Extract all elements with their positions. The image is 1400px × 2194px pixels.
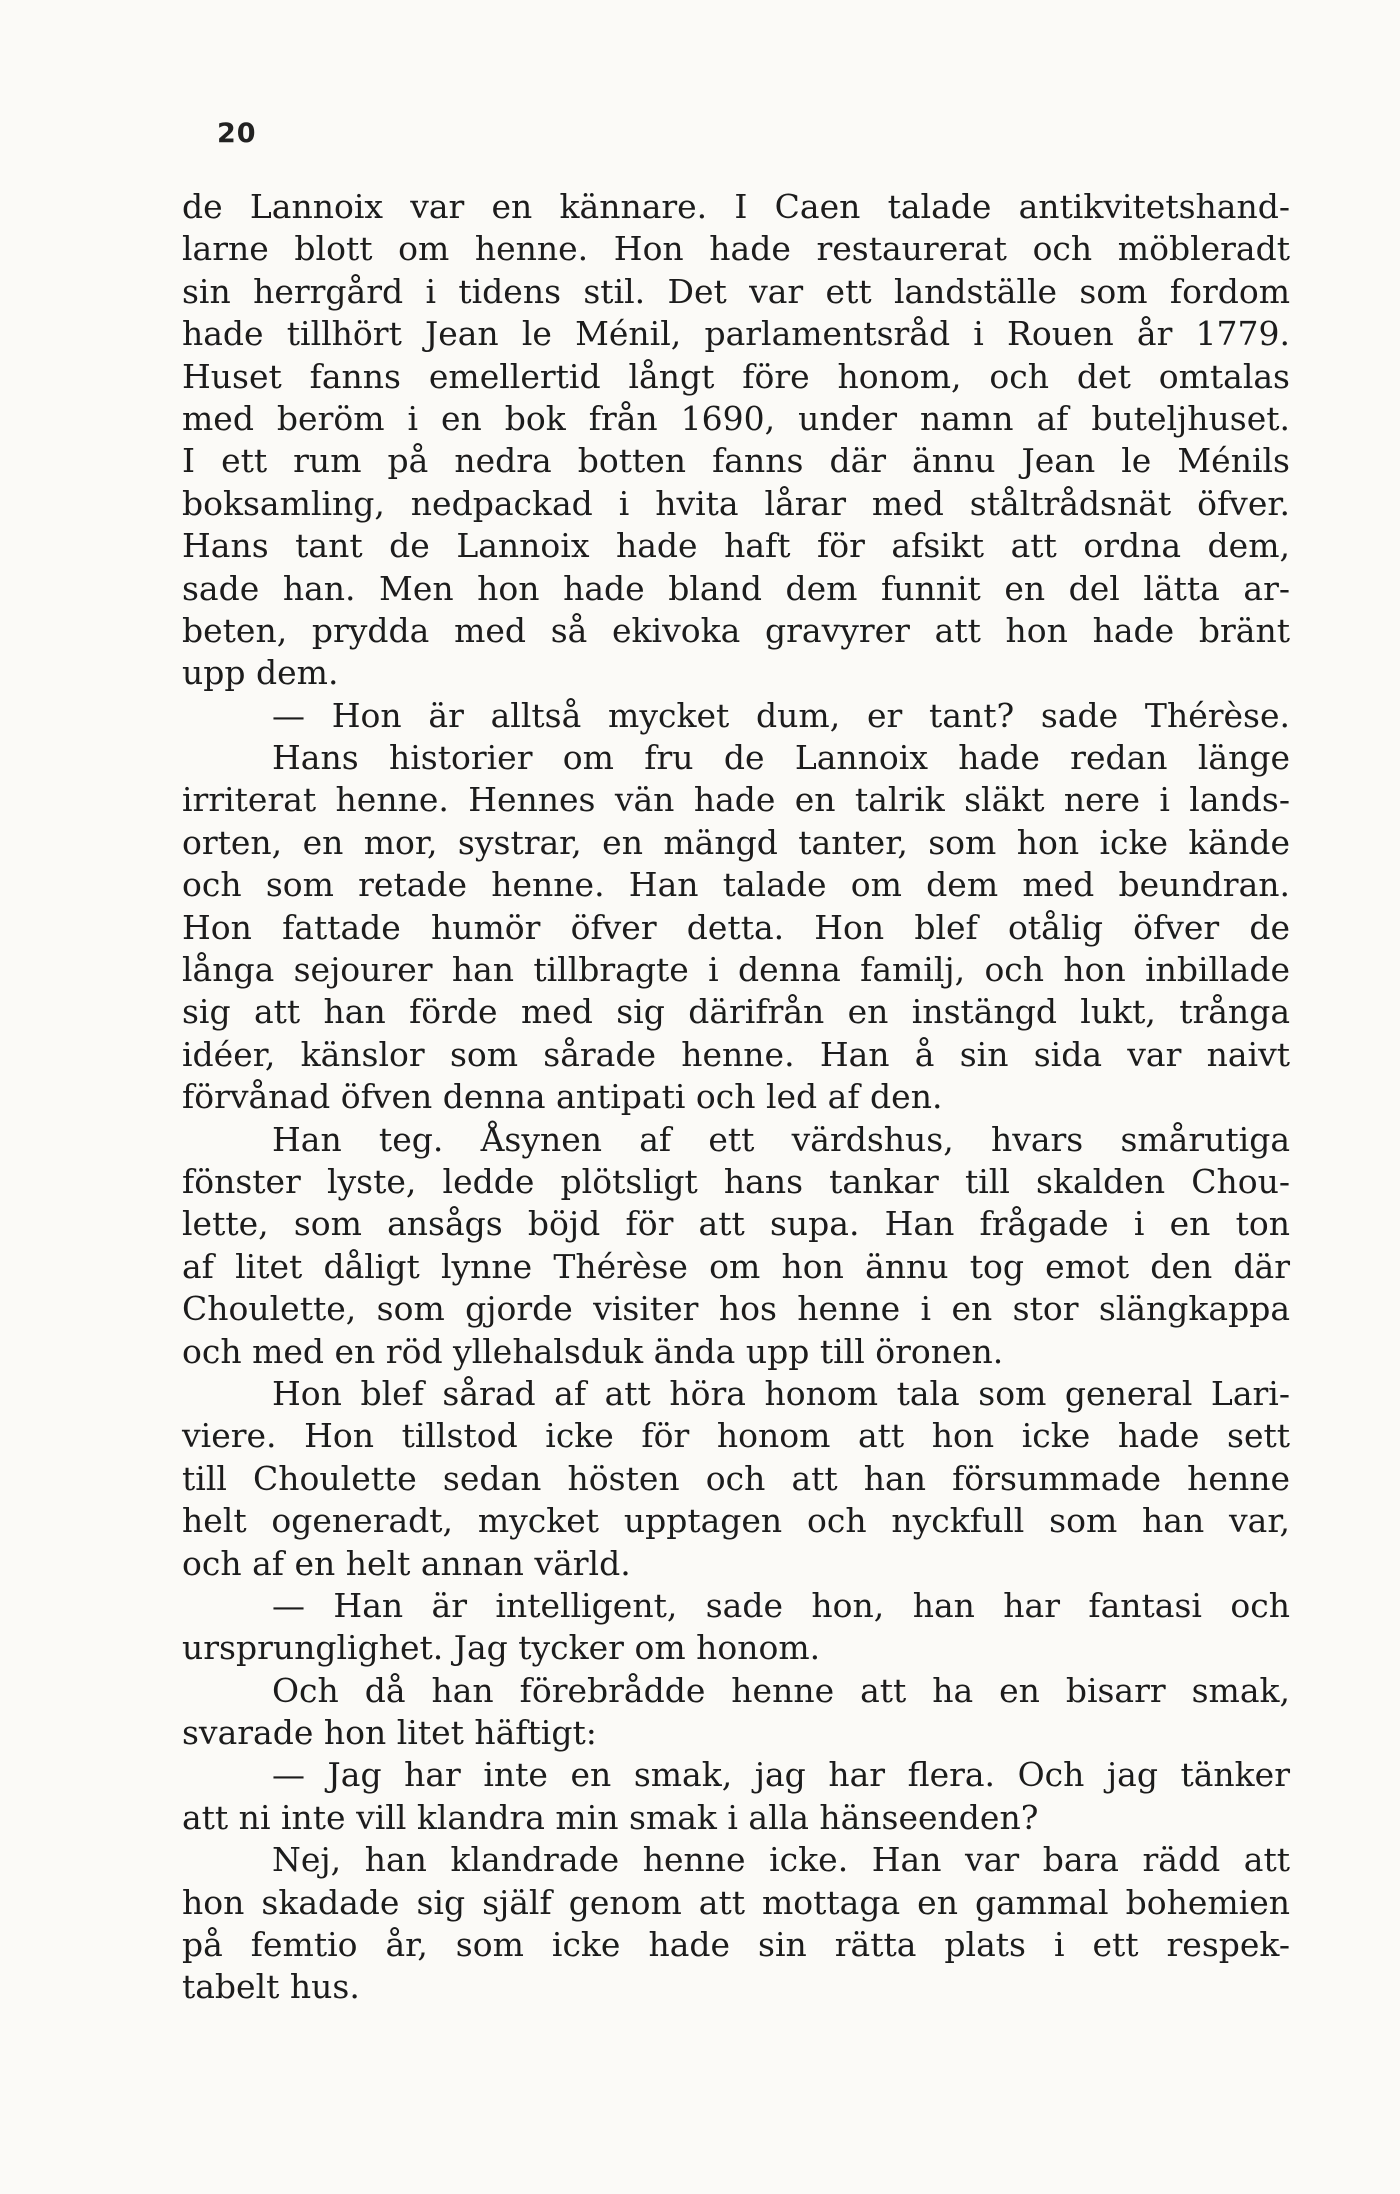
text-line: hade tillhört Jean le Ménil, parlamentsråd i Rouen år 1779. [182, 314, 1290, 354]
text-line: — Jag har inte en smak, jag har flera. Och jag tänker [272, 1755, 1290, 1795]
text-line: ursprunglighet. Jag tycker om honom. [182, 1628, 821, 1668]
text-line: helt ogeneradt, mycket upptagen och nyckfull som han var, [182, 1501, 1290, 1541]
text-line: sin herrgård i tidens stil. Det var ett landställe som fordom [182, 271, 1290, 311]
text-line: Choulette, som gjorde visiter hos henne i en stor slängkappa [182, 1289, 1290, 1329]
text-line: Han teg. Åsynen af ett värdshus, hvars smårutiga [272, 1119, 1290, 1159]
text-line: de Lannoix var en kännare. I Caen talade antikvitetshand- [182, 187, 1290, 226]
text-line: larne blott om henne. Hon hade restaurerat och möbleradt [182, 229, 1290, 269]
text-line: upp dem. [182, 653, 339, 693]
text-line: långa sejourer han tillbragte i denna familj, och hon inbillade [182, 950, 1290, 990]
text-line: — Han är intelligent, sade hon, han har fantasi och [272, 1585, 1290, 1625]
text-line: sade han. Men hon hade bland dem funnit en del lätta ar- [182, 568, 1290, 608]
text-line: och som retade henne. Han talade om dem med beundran. [182, 865, 1290, 905]
body-text [182, 186, 1290, 2009]
text-line: I ett rum på nedra botten fanns där ännu Jean le Ménils [182, 441, 1290, 481]
text-line: orten, en mor, systrar, en mängd tanter, som hon icke kände [182, 822, 1290, 862]
text-line: irriterat henne. Hennes vän hade en talrik släkt nere i lands- [182, 780, 1290, 820]
text-line: förvånad öfven denna antipati och led af den. [182, 1077, 943, 1117]
text-line: fönster lyste, ledde plötsligt hans tankar till skalden Chou- [182, 1161, 1290, 1201]
text-line: Huset fanns emellertid långt före honom, och det omtalas [182, 356, 1290, 396]
text-line: boksamling, nedpackad i hvita lårar med ståltrådsnät öfver. [182, 483, 1290, 523]
text-line: idéer, känslor som sårade henne. Han å sin sida var naivt [182, 1034, 1290, 1074]
text-line: sig att han förde med sig därifrån en instängd lukt, trånga [182, 992, 1290, 1032]
text-line: till Choulette sedan hösten och att han försummade henne [182, 1458, 1290, 1498]
text-line: Hon fattade humör öfver detta. Hon blef otålig öfver de [182, 907, 1290, 947]
text-line: lette, som ansågs böjd för att supa. Han frågade i en ton [182, 1204, 1290, 1244]
text-line: Hon blef sårad af att höra honom tala som general Lari- [272, 1373, 1290, 1413]
text-line: hon skadade sig själf genom att mottaga en gammal bohemien [182, 1882, 1290, 1922]
text-line: och af en helt annan värld. [182, 1543, 631, 1583]
text-line: och med en röd yllehalsduk ända upp till öronen. [182, 1331, 1004, 1371]
text-line: viere. Hon tillstod icke för honom att hon icke hade sett [182, 1416, 1290, 1456]
text-line: Nej, han klandrade henne icke. Han var bara rädd att [272, 1840, 1290, 1880]
text-line: tabelt hus. [182, 1967, 360, 2007]
text-line: att ni inte vill klandra min smak i alla hänseenden? [182, 1797, 1039, 1837]
text-line: Och då han förebrådde henne att ha en bisarr smak, [272, 1670, 1290, 1710]
text-line: — Hon är alltså mycket dum, er tant? sade Thérèse. [272, 695, 1290, 735]
text-line: svarade hon litet häftigt: [182, 1713, 597, 1753]
text-line: med beröm i en bok från 1690, under namn af buteljhuset. [182, 398, 1290, 438]
page-number: 20 [217, 118, 257, 149]
text-line: af litet dåligt lynne Thérèse om hon ännu tog emot den där [182, 1246, 1290, 1286]
text-line: beten, prydda med så ekivoka gravyrer att hon hade bränt [182, 610, 1290, 650]
text-line: på femtio år, som icke hade sin rätta plats i ett respek- [182, 1925, 1290, 1965]
text-line: Hans tant de Lannoix hade haft för afsikt att ordna dem, [182, 526, 1290, 566]
text-line: Hans historier om fru de Lannoix hade redan länge [272, 738, 1290, 778]
